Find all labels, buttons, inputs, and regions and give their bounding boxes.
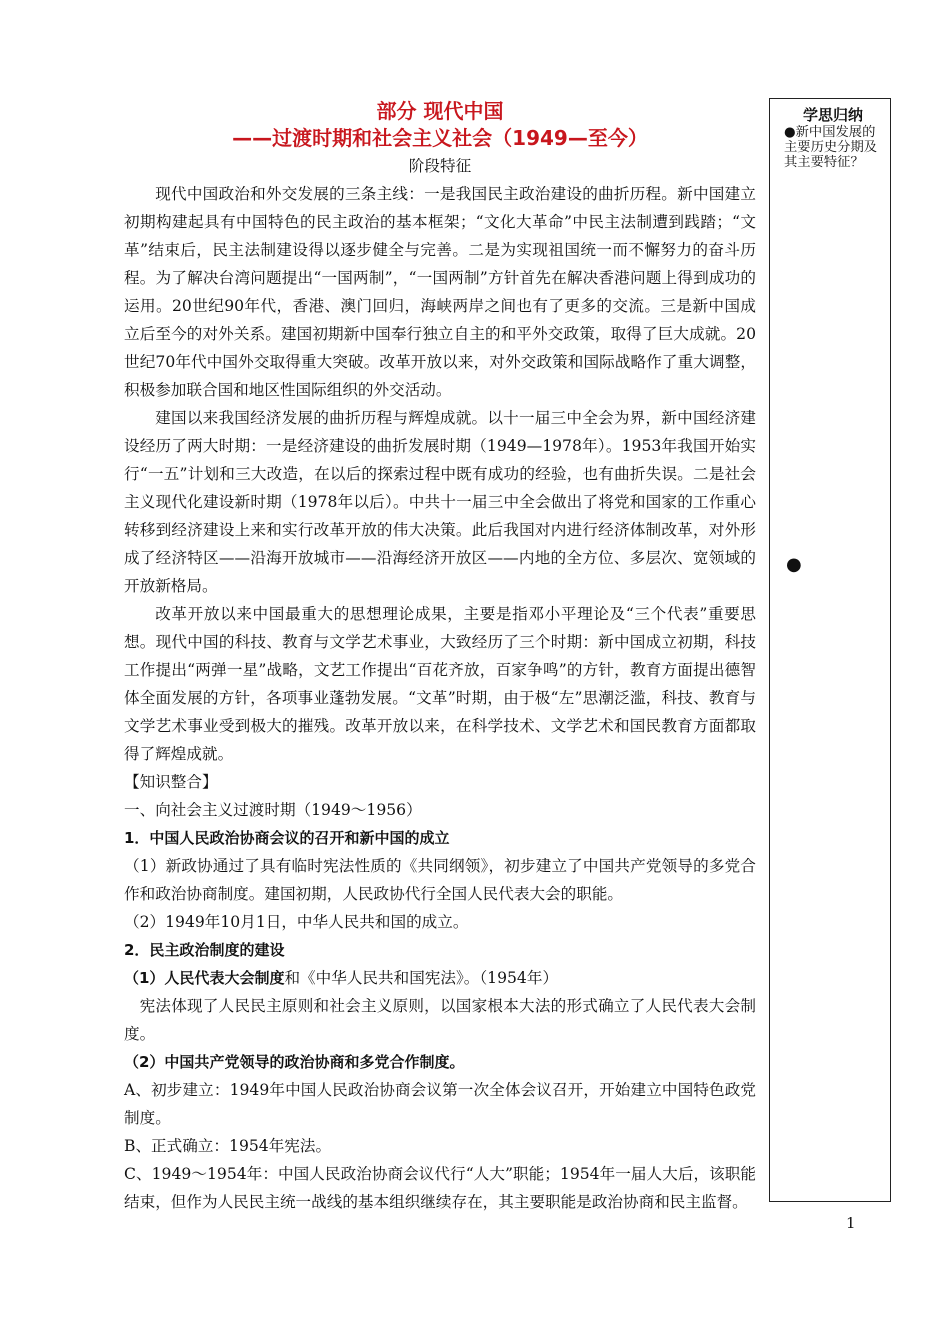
item2-sub1-paragraph: 宪法体现了人民民主原则和社会主义原则，以国家根本大法的形式确立了人民代表大会制度。 <box>124 997 756 1043</box>
section1-heading: 一、向社会主义过渡时期（1949～1956） <box>124 801 422 819</box>
item2-sub1-bold: （1）人民代表大会制度 <box>124 969 285 987</box>
knowledge-heading: 【知识整合】 <box>124 773 218 791</box>
intro-paragraph-2: 建国以来我国经济发展的曲折历程与辉煌成就。以十一届三中全会为界，新中国经济建设经历了两大时期：一是经济建设的曲折发展时期（1949—1978年）。1953年我国开始实行“一五”计划和三大改造，在以后的探索过程中既有成功的经验，也有曲折失误。二是社会主义现代化建设新时期（1978年以后）。中共十一届三中全会做出了将党和国家的工作重心转移到经济建设上来和实行改革开放的伟大决策。此后我国对内进行经济体制改革，对外形成了经济特区——沿海开放城市——沿海经济开放区——内地的全方位、多层次、宽领域的开放新格局。 <box>124 409 756 595</box>
sidebar-notes-box <box>769 98 891 1202</box>
item2-sub1 <box>124 964 756 992</box>
page-number: 1 <box>846 1214 856 1232</box>
intro-paragraph-1: 现代中国政治和外交发展的三条主线：一是我国民主政治建设的曲折历程。新中国建立初期构建起具有中国特色的民主政治的基本框架；“文化大革命”中民主法制遭到践踏；“文革”结束后，民主法制建设得以逐步健全与完善。二是为实现祖国统一而不懈努力的奋斗历程。为了解决台湾问题提出“一国两制”，“一国两制”方针首先在解决香港问题上得到成功的运用。20世纪90年代，香港、澳门回归，海峡两岸之间也有了更多的交流。三是新中国成立后至今的对外关系。建国初期新中国奉行独立自主的和平外交政策，取得了巨大成就。20世纪70年代中国外交取得重大突破。改革开放以来，对外交政策和国际战略作了重大调整，积极参加联合国和地区性国际组织的外交活动。 <box>124 185 756 399</box>
intro-paragraph-3: 改革开放以来中国最重大的思想理论成果，主要是指邓小平理论及“三个代表”重要思想。现代中国的科技、教育与文学艺术事业，大致经历了三个时期：新中国成立初期，科技工作提出“两弹一星”战略，文艺工作提出“百花齐放，百家争鸣”的方针，教育方面提出德智体全面发展的方针，各项事业蓬勃发展。“文革”时期，由于极“左”思潮泛滥，科技、教育与文学艺术事业受到极大的摧残。改革开放以来，在科学技术、文学艺术和国民教育方面都取得了辉煌成就。 <box>124 605 756 763</box>
sidebar-title: 学思归纳 <box>802 106 863 124</box>
item1-heading: 1．中国人民政治协商会议的召开和新中国的成立 <box>124 829 450 847</box>
item2-point-a: A、初步建立：1949年中国人民政治协商会议第一次全体会议召开，开始建立中国特色政党制度。 <box>124 1081 756 1127</box>
item2-sub2-heading: （2）中国共产党领导的政治协商和多党合作制度。 <box>124 1053 465 1071</box>
item2-point-b: B、正式确立：1954年宪法。 <box>124 1137 332 1155</box>
page-title-line1: 部分 现代中国 <box>376 99 504 123</box>
sidebar-bullet-icon: ● <box>786 554 802 575</box>
item2-heading: 2．民主政治制度的建设 <box>124 941 285 959</box>
main-content <box>124 98 756 1216</box>
sidebar-question-1: ●新中国发展的主要历史分期及其主要特征？ <box>784 125 878 170</box>
section-subtitle: 阶段特征 <box>408 157 472 175</box>
item2-sub1-rest: 和《中华人民共和国宪法》。（1954年） <box>284 969 559 987</box>
item2-point-c: C、1949～1954年：中国人民政治协商会议代行“人大”职能；1954年一届人大后，该职能结束，但作为人民民主统一战线的基本组织继续存在，其主要职能是政治协商和民主监督。 <box>124 1165 756 1211</box>
page-title-line2: ——过渡时期和社会主义社会（1949—至今） <box>232 126 648 150</box>
item1-paragraph-2: （2）1949年10月1日，中华人民共和国的成立。 <box>124 913 469 931</box>
item1-paragraph-1: （1）新政协通过了具有临时宪法性质的《共同纲领》，初步建立了中国共产党领导的多党合作和政治协商制度。建国初期，人民政协代行全国人民代表大会的职能。 <box>124 857 756 903</box>
